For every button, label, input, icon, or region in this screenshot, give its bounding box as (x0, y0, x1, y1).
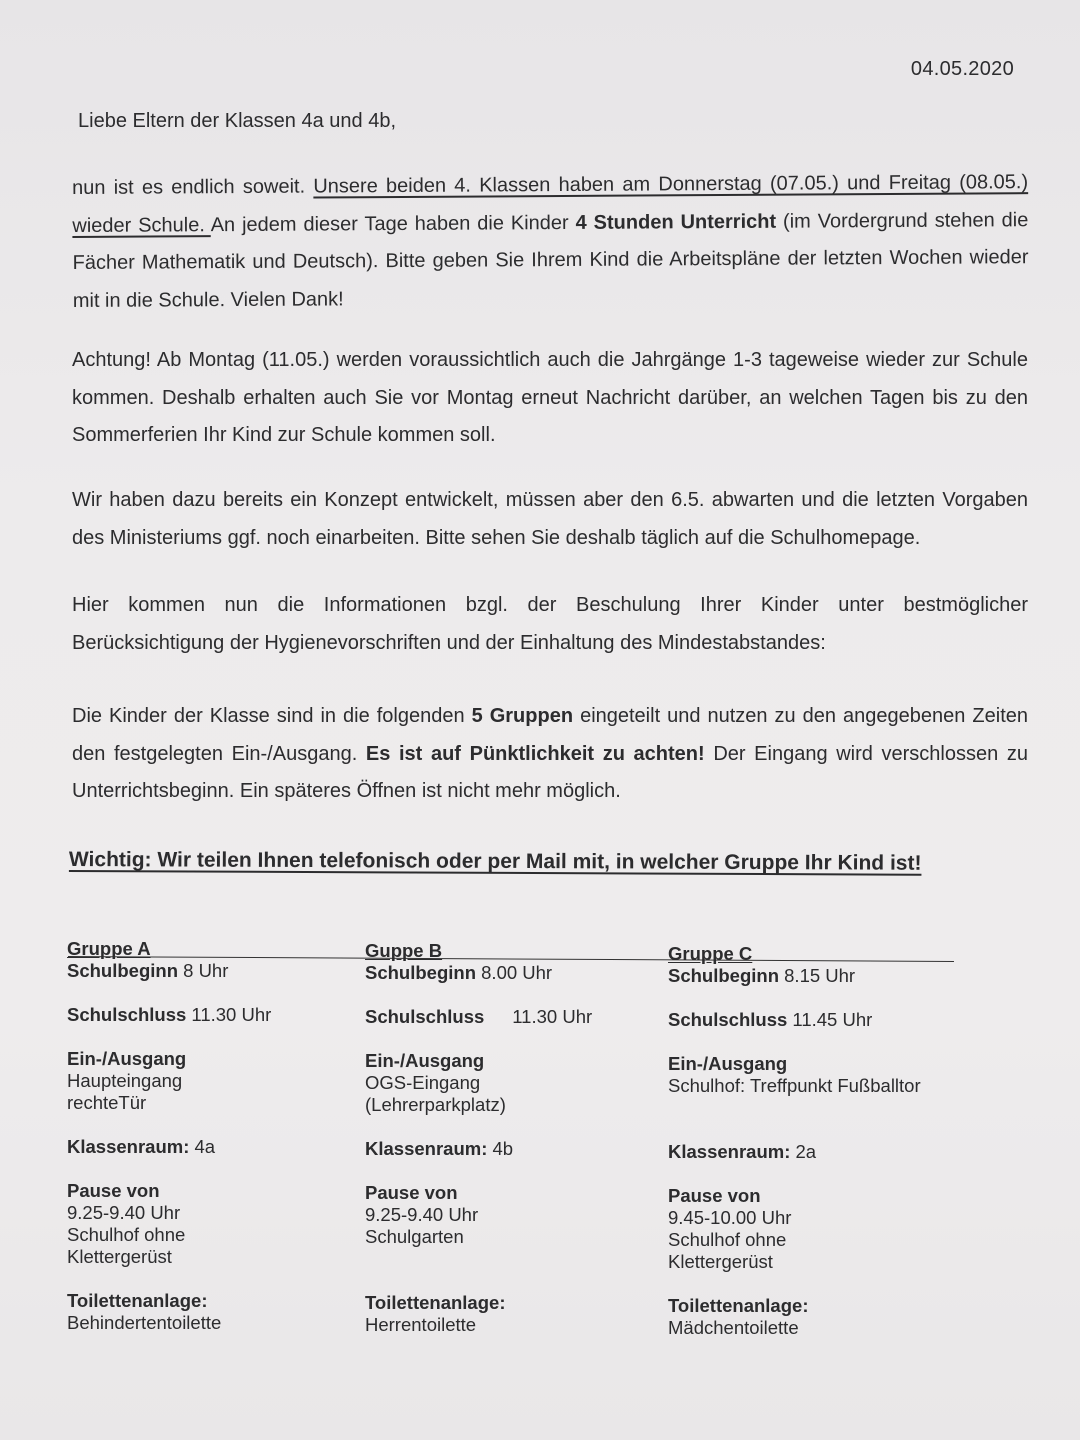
letter-date: 04.05.2020 (910, 58, 1014, 80)
group-break-1: Schulhof ohne (67, 1224, 186, 1245)
group-name: Gruppe A (67, 938, 151, 959)
group-toilet: Mädchentoilette (668, 1317, 799, 1338)
group-start: Schulbeginn 8.15 Uhr (668, 965, 856, 986)
p4-text: Hier kommen nun die Informationen bzgl. der Beschulung Ihrer Kinder unter bestmöglicher Berücksichtigung der Hygienevorschriften und der Einhaltung des Mindestabstandes: (72, 594, 1028, 654)
group-entry-1: OGS-Eingang (365, 1072, 481, 1093)
p1-lead: nun ist es endlich soweit. (72, 175, 314, 199)
paragraph-2 (72, 342, 1028, 455)
group-break-label: Pause von (365, 1182, 458, 1203)
p1-bold: 4 Stunden Unterricht (575, 210, 777, 234)
paragraph-1 (72, 164, 1029, 320)
group-name: Gruppe C (668, 943, 753, 964)
group-break-2 (365, 1248, 665, 1270)
group-toilet: Behindertentoilette (67, 1312, 222, 1333)
group-room: Klassenraum: 4b (365, 1138, 514, 1159)
paragraph-4 (72, 587, 1028, 662)
p3-text: Wir haben dazu bereits ein Konzept entwickelt, müssen aber den 6.5. abwarten und die letzten Vorgaben des Ministeriums ggf. noch einarbeiten. Bitte sehen Sie deshalb täglich auf die Schulhomepage. (72, 489, 1028, 549)
group-entry-1: Schulhof: Treffpunkt Fußballtor (668, 1075, 921, 1096)
p5-rest: Der Eingang wird verschlossen zu Unterrichtsbeginn. Ein späteres Öffnen ist nicht mehr möglich. (72, 742, 1028, 802)
group-break-2: Klettergerüst (67, 1246, 172, 1267)
group-room: Klassenraum: 4a (67, 1136, 216, 1157)
group-toilet-label: Toilettenanlage: (668, 1295, 809, 1316)
group-name: Guppe B (365, 940, 443, 961)
p5-bold-2: Es ist auf Pünktlichkeit zu achten! (365, 742, 705, 765)
group-entry-2: rechteTür (67, 1092, 147, 1113)
group-break-1: Schulhof ohne (668, 1229, 787, 1250)
paragraph-3 (72, 482, 1028, 557)
group-end: Schulschluss 11.30 Uhr (365, 1006, 593, 1027)
group-start: Schulbeginn 8.00 Uhr (365, 962, 553, 983)
group-c (668, 943, 988, 1339)
group-entry-2: (Lehrerparkplatz) (365, 1094, 506, 1115)
p1-rest: (im Vordergrund stehen die Fächer Mathematik und Deutsch). Bitte geben Sie Ihrem Kind die Arbeitspläne der letzten Wochen wieder mit in die Schule. Vielen Dank! (72, 208, 1029, 312)
group-entry-2 (668, 1097, 988, 1119)
p5-mid: eingeteilt und nutzen zu den angegebenen Zeiten den festgelegten Ein-/Ausgang. (72, 705, 1028, 765)
group-b (365, 940, 665, 1336)
group-entry-1: Haupteingang (67, 1070, 183, 1091)
p5-bold-1: 5 Gruppen (471, 705, 574, 727)
group-toilet-label: Toilettenanlage: (67, 1290, 208, 1311)
p5-lead: Die Kinder der Klasse sind in die folgenden (72, 705, 472, 727)
group-break-time: 9.25-9.40 Uhr (365, 1204, 479, 1225)
important-note: Wichtig: Wir teilen Ihnen telefonisch oder per Mail mit, in welcher Gruppe Ihr Kind ist! (68, 848, 922, 875)
group-break-2: Klettergerüst (668, 1251, 773, 1272)
paragraph-5 (72, 698, 1028, 811)
group-end: Schulschluss 11.30 Uhr (67, 1004, 272, 1025)
group-break-time: 9.25-9.40 Uhr (67, 1202, 181, 1223)
group-break-1: Schulgarten (365, 1226, 464, 1247)
group-start: Schulbeginn 8 Uhr (67, 960, 229, 981)
group-break-label: Pause von (668, 1185, 761, 1206)
group-a (67, 938, 367, 1334)
group-entry-label: Ein-/Ausgang (365, 1050, 485, 1071)
group-toilet-label: Toilettenanlage: (365, 1292, 506, 1313)
group-toilet: Herrentoilette (365, 1314, 477, 1335)
p1-underlined: Unsere beiden 4. Klassen haben am Donnerstag (07.05.) und Freitag (08.05.) wieder Schule. (72, 171, 1029, 237)
p1-mid: An jedem dieser Tage haben die Kinder (210, 211, 576, 236)
salutation: Liebe Eltern der Klassen 4a und 4b, (78, 110, 396, 132)
group-room: Klassenraum: 2a (668, 1141, 817, 1162)
group-break-label: Pause von (67, 1180, 160, 1201)
group-break-time: 9.45-10.00 Uhr (668, 1207, 792, 1228)
group-end: Schulschluss 11.45 Uhr (668, 1009, 873, 1030)
group-entry-label: Ein-/Ausgang (668, 1053, 788, 1074)
p2-text: Achtung! Ab Montag (11.05.) werden voraussichtlich auch die Jahrgänge 1-3 tageweise wieder zur Schule kommen. Deshalb erhalten auch Sie vor Montag erneut Nachricht darüber, an welchen Tagen bis zu den Sommerferien Ihr Kind zur Schule kommen soll. (72, 349, 1028, 446)
group-entry-label: Ein-/Ausgang (67, 1048, 187, 1069)
